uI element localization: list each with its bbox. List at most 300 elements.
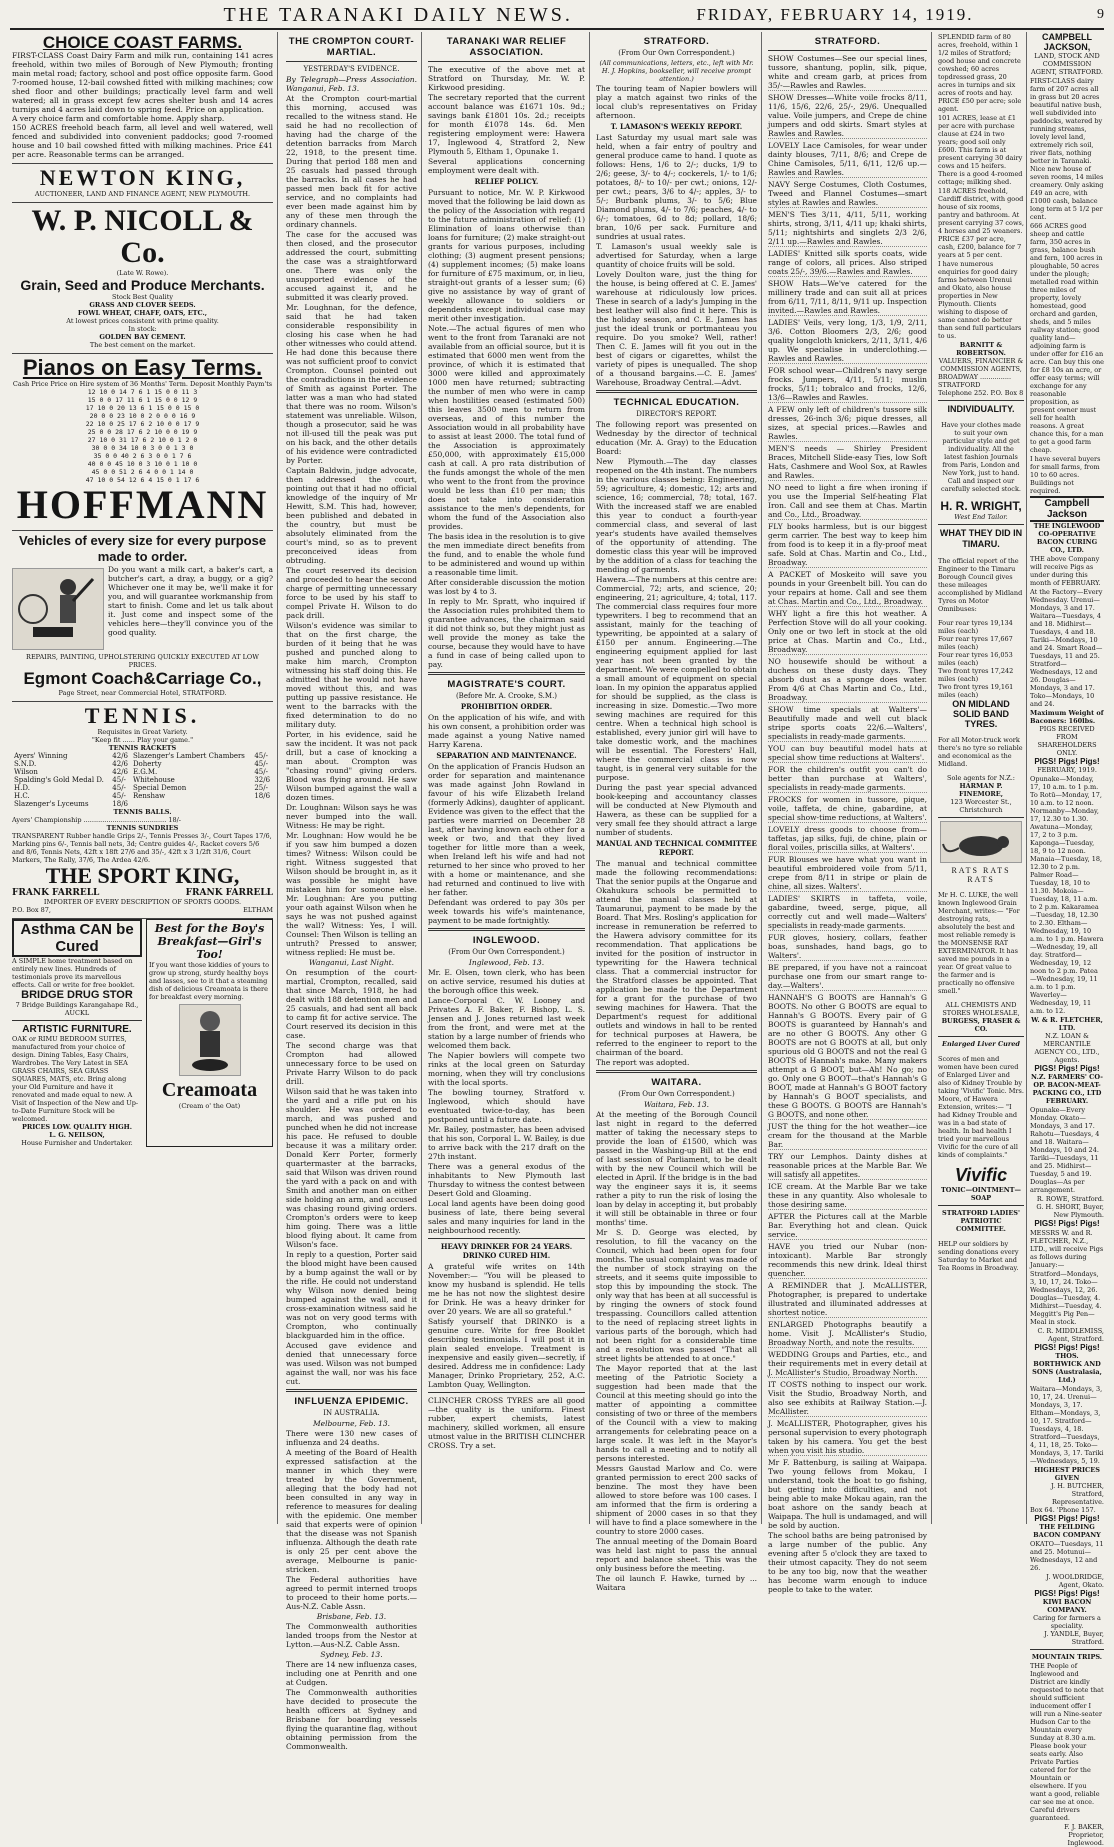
racket-cell: 25/-: [254, 784, 268, 792]
choice-farms-text2: A very choice farm and comfortable home. Apply sharp.: [12, 114, 225, 123]
racket-cell: S.N.D.: [14, 760, 37, 768]
article-paragraph: The Federal authorities have agreed to permit interned troops to proceed to their home ports.—Aus-N.Z. Cable Assn.: [286, 1575, 417, 1611]
nicoll-line5: In stock:: [128, 325, 157, 333]
price-row: 20 0 0 23 10 0 2 0 0 0 16 9: [89, 412, 196, 420]
borthwick-heading: THOS. BORTHWICK AND SONS (Australasia, Ltd.): [1032, 1352, 1102, 1384]
article-paragraph: Mr. Bailey, postmaster, has been advised that his son, Corporal L. W. Bailey, is due to arrive back with the 217 draft on the 27th instant.: [428, 1125, 585, 1161]
racket-cell: 42/6: [112, 752, 129, 760]
bridge-address: 7 Bridge Buildings Karangahape Rd., AUCKL: [15, 1001, 139, 1017]
column-ads-right: [934, 32, 1108, 1847]
small-ad-item: LOVELY Lace Camisoles, for wear under dainty blouses, 7/11, 8/6; and Crepe de Chine Camisoles, 5/11, 6/11, 12/6 up.—Rawles and Rawles.: [768, 141, 927, 177]
racket-cell: Ayers' Winning: [14, 752, 68, 760]
nicoll-late: (Late W. Rowe).: [116, 269, 169, 277]
price-row: 25 0 0 28 17 6 2 10 0 0 19 9: [87, 428, 198, 436]
small-ad-item: AFTER the Pictures call at the Marble Bar. Everything hot and clean. Quick service.: [768, 1212, 927, 1239]
chemists-line: ALL CHEMISTS AND STORES WHOLESALE,: [942, 1001, 1020, 1017]
racket-cell: Renshaw: [132, 792, 166, 800]
individuality-text: Have your clothes made to suit your own particular style and get individuality. All the latest fashion Journals from Paris, London and New York, just to hand. Call and inspect our carefully selected stock.: [941, 420, 1021, 493]
small-ad-item: NAVY Serge Costumes, Cloth Costumes, Tweed and Flannel Costumes—smart styles at Rawles and Rawles.: [768, 180, 927, 207]
racket-cell: 42/6: [112, 768, 129, 776]
small-ad-item: FOR school wear—Children's navy serge frocks. Jumpers, 4/11, 5/11; muslin frocks, 5/11; tobralco and frocks, 12/6, 13/6—Rawles and Rawles.: [768, 366, 927, 402]
racket-cell: 45/-: [112, 784, 126, 792]
creamoata-name: Creamoata: [161, 1079, 258, 1101]
pianos-heading: Pianos on Easy Terms.: [22, 355, 263, 380]
article-paragraph: A meeting of the Board of Health expressed satisfaction at the manner in which they were treated by the Government, alleging that the body had not been consulted in any way in reference to measures for dealing with the epidemic. One member said that experts were of opinion that the disease was not Spanish influenza. Although the death rate is only 25 per cent above the average, Melbourne is panic-stricken.: [286, 1448, 417, 1574]
waitara-sub: (From Our Own Correspondent.): [618, 1090, 735, 1098]
small-ad-item: SHOW Costumes—See our special lines, tussore, shantung, poplin, silk, pique, white and cream garb, at prices from 35/-—Rawles and Rawles.: [768, 54, 927, 90]
racket-cell: E.G.M.: [132, 768, 158, 776]
article-paragraph: The basis idea in the resolution is to give the men immediate direct benefits from the fund, and to enable the whole fund to be administered and wound up within a reasonable time limit.: [428, 532, 585, 577]
pigs-shareholders: PIGS RECEIVED FROM SHAREHOLDERS ONLY.: [1037, 725, 1097, 757]
tennis-sub: Requisites in Great Variety.: [97, 728, 188, 736]
article-paragraph: The annual meeting of the Domain Board was held last night to pass the annual report and balance sheet. This was the only business before the meeting.: [596, 1537, 757, 1573]
stratford-sub: (From Our Own Correspondent.): [618, 49, 735, 57]
dateline: Waitara, Feb. 13.: [644, 1100, 709, 1109]
racket-row: [12, 752, 273, 760]
egmont-coach-ad: [12, 531, 273, 702]
coop-list: At the Factory—Every Wednesday. Urenui—Mondays, 3 and 17. Waitara—Tuesdays, 4 and 18. Midhirst—Tuesdays, 4 and 18. Tariki—Mondays, 10 and 24. Smart Road—Tuesdays, 11 and 25. Stratford—Wednesdays, 12 and 26. Douglas—Mondays, 3 and 17. Toko—Mondays, 10 and 24.: [1030, 588, 1103, 708]
column-ads-left: [8, 32, 278, 1524]
nicoll-line4: At lowest prices consistent with prime quality.: [66, 317, 219, 325]
article-paragraph: The executive of the above met at Stratford on Thursday, Mr. W. P. Kirkwood presiding.: [428, 65, 585, 92]
price-row: 30 0 0 34 10 0 3 0 0 1 3 0: [91, 444, 194, 452]
rats-heading: RATS RATS RATS: [951, 866, 1011, 884]
separation-heading: SEPARATION AND MAINTENANCE.: [436, 751, 577, 760]
magistrates-sub: (Before Mr. A. Crooke, S.M.): [455, 692, 558, 700]
small-ads-list: [768, 54, 927, 1456]
rackets-table: [12, 752, 273, 808]
article-paragraph: At the Crompton court-martial this morning, accused was recalled to the witness stand. He said he had no recollection of having had the charge of the detention barracks from March 22, 1918, to the present time. During that period 188 men and 25 casuals had passed through the barracks. In all cases he had passed men back fit for active service, and no complaints had ever been made against him by any of these men through the ordinary channels.: [286, 94, 417, 229]
small-ad-item: FUR Blouses we have what you want in beautiful embroidered voile from 5/11, crepe from 8/11 in stripe or plain de chine, all sizes. Walters'.: [768, 855, 927, 891]
article-paragraph: A grateful wife writes on 14th November:— "You will be pleased to know my husband is splendid. He tells me he has not now the slightest desire for Drink. He was a heavy drinker for over 20 years. We are all so grateful.": [428, 1262, 585, 1316]
hoffmann-logo: HOFFMANN: [16, 482, 269, 527]
sport-king-name: THE SPORT KING,: [45, 863, 240, 888]
eltham-location: ELTHAM: [243, 906, 273, 914]
sundries-text: TRANSPARENT Rubber handle Grips 2/-, Tennis Presses 3/-, Court Tapes 17/6, Marking pins 6/-, Tennis ball nets, 3d; Centre guides 4/-, Racket covers 5/6 and 8/6, Tennis Nets, 42ft x 18ft 27/6 and 35/-, 42ft x 3 1/2ft 31/6, Court Markers, The Rally, 37/6, The Ardea 42/6.: [12, 832, 272, 864]
fletcher-name: W. & R. FLETCHER, LTD.: [1031, 1016, 1103, 1032]
article-paragraph: There are 14 new influenza cases, including one at Penrith and one at Cudgen.: [286, 1660, 417, 1687]
column-war-relief: [424, 32, 590, 1524]
drinko-heading: HEAVY DRINKER FOR 24 YEARS. DRINKO CURED HIM.: [440, 1242, 573, 1260]
dateline: Inglewood, Feb. 13.: [468, 958, 545, 967]
racket-cell: H.D.: [14, 784, 30, 792]
balls-text: Ayers' Championship ........................................ 18/-: [12, 816, 181, 824]
baker-signature: F. J. BAKER, Proprietor, Inglewood.: [1064, 1823, 1104, 1847]
pig-schedule: Opunake—Monday, 17, 10 a.m. to 1 p.m. To Rotū—Monday, 17, 10 a.m. to 12 noon. Normanby—Monday, 17, 12.30 to 1.30. Awatuna—Monday, 17, 2 to 3 p.m. Kaponga—Tuesday, 18, 9 to 12 noon. Manaia—Tuesday, 18, 12.30 to 2 p.m. Palmer Road—Tuesday, 18, 10 to 11.30. Mokoia—Tuesday, 18, 11 a.m. to 2 p.m. Kakaramea—Tuesday, 18, 12.30 to 2.30. Eltham—Wednesday, 19, 10 a.m. to 1 p.m. Hawera—Wednesday, 19, all day. Stratford—Wednesday, 19, 12 noon to 2 p.m. Patea—Wednesday, 19, 11 a.m. to 1 p.m. Waverley—Wednesday, 19, 11 a.m. to 12.: [1030, 775, 1104, 1015]
prohibition-heading: PROHIBITION ORDER.: [460, 702, 553, 711]
racket-cell: 45/-: [254, 760, 268, 768]
racket-cell: 18/6: [254, 792, 271, 800]
enquiries-text: I have numerous enquiries for good dairy farms between Urenui and Okato, also house properties in New Plymouth. Clients wishing to dispose of same cannot do better than send full particulars to us.: [938, 260, 1022, 340]
vehicles-repairs: REPAIRS, PAINTING, UPHOLSTERING QUICKLY EXECUTED AT LOW PRICES.: [26, 653, 259, 669]
column-stratford-ads: [764, 32, 932, 1594]
wooldridge-signature: J. WOOLDRIDGE, Agent, Okato.: [1046, 1573, 1104, 1589]
racket-cell: [131, 800, 252, 808]
article-paragraph: Mr. Loughnan: How would he be if you saw him bumped a dozen times? Witness: Wilson could be right. Witness suggested that Wilson should be brought in, as it was possible he might have mistaken him for someone else. Mr. Loughnan: Are you putting your oath against Wilson when he says he was not pushed against the wall? Witness: Yes, I will. Counsel: Then Wilson is telling an untruth? Pressed to answer, witness replied: He must be.: [286, 831, 417, 957]
article-paragraph: Accused gave evidence and denied that unnecessary force was used. Wilson was not bumped against the wall, nor was his face cut.: [286, 1341, 417, 1386]
racket-row: [12, 760, 273, 768]
court-martial-sub: YESTERDAY'S EVIDENCE.: [303, 65, 400, 73]
tyre-row: Four rear tyres 19,134 miles (each): [938, 619, 1013, 635]
stratford-headline: STRATFORD.: [643, 36, 710, 47]
small-ad-item: TRY our Lemphos. Dainty dishes at reasonable prices at the Marble Bar. We will satisfy all appetites.: [768, 1152, 927, 1179]
nicoll-line1: Stock Best Quality: [111, 293, 174, 301]
creamoata-sub: (Cream o' the Oat): [178, 1102, 241, 1110]
war-relief-headline: TARANAKI WAR RELIEF ASSOCIATION.: [446, 36, 567, 58]
egmont-name: Egmont Coach&Carriage Co.,: [23, 669, 262, 688]
best-food-text: If you want those kiddies of yours to grow up strong, sturdy healthy boys and lasses, see to it that a steaming dish of delicious Creamoata is there for breakfast every morning.: [149, 961, 269, 1001]
nzloan-name: N.Z. LOAN & MERCANTILE AGENCY CO., LTD., Agents.: [1034, 1032, 1100, 1064]
newspaper-title: THE TARANAKI DAILY NEWS.: [223, 3, 573, 26]
racket-row: [12, 776, 273, 784]
article-paragraph: On the application of his wife, and with his own consent, a prohibition order was made against a young Native named Harry Karena.: [428, 713, 585, 749]
ads-right-b: [1030, 32, 1105, 1847]
sundries-heading: TENNIS SUNDRIES: [106, 824, 179, 832]
middlemiss-signature: C. R. MIDDLEMISS, Agent, Stratford.: [1037, 1327, 1104, 1343]
creamoata-ad: [146, 919, 273, 1147]
technical-sub: DIRECTOR'S REPORT.: [636, 410, 717, 418]
small-ad-item: HANNAH'S G BOOTS are Hannah's G BOOTS. No other G BOOTS are equal to Hannah's G BOOTS. Every pair of G BOOTS is guaranteed by Hannah's and are no other G BOOTS. Any other G BOOTS are not G BOOTS at all, but only spurious old G BOOTS and not the real G BOOTS of Hannah's make. Many makers attempt a G BOOT, but—Ah! No go; no go. Only one G BOOT—that's Hannah's G BOOT, made at Hannah's G BOOT factory by Hannah's G BOOT specialists, and these G BOOTS. G BOOTS are Hannah's G BOOTS, and none other.: [768, 993, 927, 1119]
article-paragraph: The school baths are being patronised by a large number of the public. Any evening after 5 o'clock they are taxed to their utmost capacity. They do not seem to be any too big, now that the weather has become warm enough to induce people to take to the water.: [768, 1531, 927, 1594]
court-martial-byline: By Telegraph—Press Association. Wanganui, Feb. 13.: [286, 75, 417, 93]
tennis-keep: "Keep fit ...... Play your game.": [91, 736, 194, 744]
racket-cell: Whitehouse: [132, 776, 175, 784]
tyre-row: Two front tyres 19,161 miles (each): [938, 683, 1014, 699]
racket-cell: H.C.: [14, 792, 30, 800]
article-paragraph: There was a general exodus of the inhabitants to New Plymouth last Thursday to witness the contest between Desert Gold and Gloaming.: [428, 1162, 585, 1198]
small-ad-item: MEN'S Ties 3/11, 4/11, 5/11, working shirts, strong, 3/11, 4/11 up; khaki shirts, 5/11; nightshirts and singlets 2/3 2/6, 2/11 up.—Rawles and Rawles.: [768, 210, 927, 246]
dateline: Brisbane, Feb. 13.: [316, 1612, 387, 1621]
newton-king-sub: AUCTIONEER, LAND AND FINANCE AGENT, NEW PLYMOUTH.: [34, 190, 251, 198]
box-phone: Box 64. 'Phone 157.: [1030, 1506, 1096, 1514]
rats-text: Mr H. C. LUKE, the well known Inglewood Grain Merchant, writes:— "For destroying rats, absolutely the best and most reliable remedy is the MONSENSE RAT EXTERMINATOR. It has saved me pounds in a year. Of great value to the farmer and is practically no offensive smell.": [938, 890, 1020, 995]
newton-king-name: NEWTON KING,: [39, 165, 246, 190]
vehicles-heading: Vehicles of every size for every purpose made to order.: [18, 533, 267, 564]
racket-row: [12, 784, 273, 792]
tennis-heading: TENNIS.: [84, 703, 201, 728]
racket-cell: Wilson: [14, 768, 38, 776]
column-court-martial: [282, 32, 422, 1751]
article-paragraph: New Plymouth.—The day classes reopened on the 4th instant. The numbers in the various classes being: Engineering, 59; agriculture, 4; domestic, 12; arts and science, 16; commercial, 78; total, 167. With the increased staff we are enabled this year to conduct a fourth-year commercial class, and several of last year's students have availed themselves of the opportunity of attending. The domestic class this year will be improved by the addition of a class for teaching the mending of garments.: [596, 457, 757, 574]
stratford-note: (All communications, letters, etc., left with Mr. H. J. Hopkins, bookseller, will receive prompt attention.): [599, 59, 754, 83]
harman-name: HARMAN P. FINEMORE,: [958, 782, 1004, 798]
small-ad-item: A FEW only left of children's tussore silk dresses, 26-inch 3/6; pique dresses, all sizes, at special prices.—Rawles and Rawles.: [768, 405, 927, 441]
small-ad-item: MEN'S needs — Shirley President Braces, Mitchell Slide-easy Ties, low Soft Hats, Cashmere and Wool Sox, at Rawles and Rawles.: [768, 444, 927, 480]
article-paragraph: The secretary reported that the current account balance was £1671 10s. 9d.; savings bank £1801 10s. 2d.; receipts for month £1078 14s. 6d. Men registering employment were: Hawera 17, Inglewood 4, Stratford 2, New Plymouth 5, Eltham 1, Opunake 1.: [428, 93, 585, 156]
manual-committee-heading: MANUAL AND TECHNICAL COMMITTEE REPORT.: [596, 839, 757, 857]
article-paragraph: During the past year special advanced book-keeping and accountancy classes will be conducted at New Plymouth and Hawera, as these can be supplied for a very small fee they should attract a large number of students.: [596, 783, 757, 837]
article-paragraph: Lovely Doulton ware, just the thing for the house, is being offered at C. E. James' warehouse at ridiculously low prices. These in search of a lady's Jumping in the best leather will also find it here. This is the holiday season, and C. E. James has just the ideal trunk or portmanteau you require. Do you smoke? Well, rather! Then C. E. James will fit you out in the best of cigars or cigarettes, whilst the variety of pipes is unequalled. The shop of a thousand bargains.—C. E. James' Warehouse, Broadway Central.—Advt.: [596, 270, 757, 387]
small-ad-item: YOU can buy beautiful model hats at special show time reductions at Walters'.: [768, 744, 927, 762]
racket-cell: 45/-: [112, 776, 126, 784]
timaru-text: The official report of the Engineer to the Timaru Borough Council gives these mileages accomplished by Midland Tyres on Motor Omnibuses:: [938, 556, 1023, 613]
messrs-fletcher-list: Stratford—Mondays, 3, 10, 17, 24. Toko—Wednesdays, 12, 26. Douglas—Tuesday, 4. Midhirst—Tuesday, 4. Meggitt's Pig Pen—Meal in stock.: [1030, 1270, 1102, 1326]
nz-farmers-list: Opunake—Every Monday. Okato—Mondays, 3 and 17. Rahotu—Tuesdays, 4 and 18. Waitara—Mondays, 10 and 24. Tariki—Tuesdays, 11 and 25. Midhirst—Tuesday, 5 and 19. Douglas—As per arrangement.: [1030, 1106, 1100, 1194]
campbell-banner: Campbell Jackson: [1030, 496, 1104, 522]
article-paragraph: Mr. E. Olsen, town clerk, who has been on active service, resumed his duties at the borough office this week.: [428, 968, 585, 995]
wright-name: H. R. WRIGHT,: [940, 499, 1022, 513]
small-ad-item: FROCKS for women in tussore, pique, voile, taffeta, de chine, gabardine, at special show-time reductions, at Walters'.: [768, 795, 927, 822]
tyre-row: Four rear tyres 17,667 miles (each): [938, 635, 1013, 651]
barnitt-name: BARNITT & ROBERTSON.: [956, 341, 1006, 357]
neilson-name: L. G. NEILSON,: [49, 1131, 105, 1139]
article-paragraph: The bowling tourney, Stratford v. Inglewood, which should have eventuated twice-to-day, has been postponed until a future date.: [428, 1088, 585, 1124]
price-row: 22 10 0 25 17 6 2 10 0 0 17 9: [85, 420, 200, 428]
small-farms-text: I have several buyers for small farms, from 10 to 60 acres. Buildings not required.: [1030, 455, 1101, 495]
article-paragraph: The manual and technical committee made the following recommendations: That the senior pupils at the Ongarue and Okahukura schools be permitted to attend the manual classes held at Taumarunui, payment to be made by the Board. That Mrs. Rosling's application for increase in remuneration be referred to the Hawera advisory committee for its recommendation. That applications be invited for the position of instructor in typewriting for the Hawera technical class. That a commercial instructor for the Stratford classes be appointed. That application be made to the Department for a grant for the purchase of two sewing machines for Hawera. That the Department's request for additional outlets and windows in hall to be rented for technical purposes at Hawera, be referred to the engineer to report to the chairman of the board.: [596, 859, 757, 1057]
okato-list: OKATO—Tuesdays, 11 and 25. Motunui—Wednesdays, 12 and 26.: [1030, 1540, 1104, 1572]
butcher-signature: J. H. BUTCHER, Stratford, Representative.: [1051, 1482, 1104, 1506]
pigs-banner: PIGS! Pigs! Pigs!: [1034, 1589, 1100, 1598]
article-paragraph: Pursuant to notice, Mr. W. P. Kirkwood moved that the following be laid down as the policy of the Association with regard to the future administration of relief: (1) Elimination of loans otherwise than loans for furniture; (2) make straight-out grants for various purposes, including clothing; (3) augment present pensions; (4) supplement incomes; (5) make loans for furniture of £75 maximum, or, in lieu, straight-out grants of a lesser sum; (6) give no assistance by way of grant of weekly allowance to soldiers or dependents except individual case may merit other investigation.: [428, 188, 585, 323]
racket-cell: 45/-: [254, 752, 268, 760]
borthwick-list: Waitara—Mondays, 3, 10, 17, 24. Urenui—Mondays, 3, 17. Eltham—Mondays, 3, 10, 17. Stratford—Tuesdays, 4, 18. Stratford—Tuesdays, 4, 11, 18, 25. Toko—Mondays, 3, 17. Tariki—Wednesdays, 5, 19.: [1030, 1385, 1104, 1465]
pigs-banner: PIGS! Pigs! Pigs!: [1034, 1343, 1100, 1352]
price-row: 12 10 0 14 7 6 1 15 0 0 11 3: [87, 388, 198, 396]
racket-cell: Special Demon: [132, 784, 187, 792]
influenza-sub: IN AUSTRALIA.: [323, 1409, 380, 1417]
small-ad-item: JUST the thing for the hot weather—ice cream for the thousand at the Marble Bar.: [768, 1122, 927, 1149]
broadway-line: BROADWAY ............... STRATFORD: [938, 373, 1012, 389]
short-signature: G. H. SHORT, Buyer, New Plymouth.: [1036, 1203, 1104, 1219]
racket-cell: 45/-: [112, 792, 126, 800]
midland-text: For all Motor-truck work there's no tyre so reliable and economical as the Midland.: [938, 735, 1023, 768]
price-row: 40 0 0 45 10 0 3 10 0 1 10 0: [87, 460, 198, 468]
vehicles-text: Do you want a milk cart, a baker's cart, a butcher's cart, a dray, a buggy, or a gig? Whichever one it may be, we'll make it for you, and will guarantee workmanship from start to finish. Come and let us talk about it. Just come and inspect some of the vehicles here—they'll convince you of the good quality.: [108, 565, 273, 637]
asthma-furniture-block: [12, 919, 142, 1147]
small-ad-item: LOVELY dress goods to choose from—taffetas, jap silks, fuji, de chine, plain or floral voiles, priscilla silks, at Walters'.: [768, 825, 927, 852]
price-row: 47 10 0 54 12 6 4 15 0 1 17 6: [85, 476, 200, 484]
article-paragraph: At the meeting of the Borough Council last night in regard to the deferred matter of taking the necessary steps to provide the loan of £1500, which was passed in the Washing-up Bill at the end of last session of Parliament, to be dealt with by the new Council which will be elected in April. If the bridge is in the bad way the engineer says it is, it seems rather a pity to run the risk of losing the loan by delay in accepting it, but probably it will still be obtainable in three or four months' time.: [596, 1110, 757, 1227]
racket-row: [12, 768, 273, 776]
small-ad-item: NO housewife should be without a duchess on these dusty days. They absorb dust as a sponge does water. From 4/6 at Chas Martin and Co., Ltd., Broadway.: [768, 657, 927, 702]
article-paragraph: After considerable discussion the motion was lost by 4 to 3.: [428, 578, 585, 596]
racket-cell: Slazenger's Lambert Chambers: [132, 752, 245, 760]
small-ad-item: SHOW Dresses—White voile frocks 8/11, 11/6, 15/6, 22/6, 25/-, 29/6. Unequalled value. Voile jumpers, and Crepe de chine jumpers and odd skirts. Smart styles at Rawles and Rawles.: [768, 93, 927, 138]
article-paragraph: The oil launch F. Hawke, turned by ... Waitara: [596, 1574, 757, 1592]
article-paragraph: Mr S. D. George was elected, by resolution, to fill the vacancy on the Council, which had been open for four months. The usual complaint was made of the number of stock straying on the streets, and it seems quite impossible to stop this by impounding the stock. The only way that has been at all successful is by ringing the owners of stock found trespassing. Councillors called attention to the need of replacing street lights in various parts of the borough, which had not been right for a considerable time and a resolution was passed "That all street lights be attended to at once.": [596, 1228, 757, 1363]
agents-line: Sole agents for N.Z.:: [947, 774, 1015, 782]
timaru-heading: WHAT THEY DID IN TIMARU.: [939, 528, 1023, 549]
article-paragraph: In reply to a question, Porter said the blood might have been caused by a bump against the wall or by the rifle. He could not understand why Wilson now denied being bumped against the wall, and it cross-examination witness said he was not on very good terms with Crompton, who continually blackguarded him in the office.: [286, 1250, 417, 1340]
article-paragraph: On the application of Francis Hudson an order for separation and maintenance was made against John Rowland in favour of his wife Elizabeth Ireland (formerly Adkins), daughter of applicant. Evidence was given to the effect that the parties were married on December 28 last, after having known each other for a week or two, and that they lived together for little more than a week, when Ireland left his wife and had not returned to her since who proved to her with a home or maintenance, and she had returned and continued to live with her father.: [428, 762, 585, 897]
small-ad-item: FLY books harmless, but is our biggest germ carrier. The best way to keep him from food is to keep it in a fly-proof meat safe. Sold at Chas. Martin and Co., Ltd., Broadway.: [768, 522, 927, 567]
article-paragraph: Defendant was ordered to pay 30s per week towards his wife's maintenance, payment to be made fortnightly.: [428, 898, 585, 925]
racket-cell: Doherty: [132, 760, 162, 768]
farm-666-ad: 666 ACRES good sheep and cattle farm, 350 acres in grass, balance bush and fern, 100 acres in ploughable, 50 acres under the plough; metalled road within three miles of property, lovely homestead, good orchard and garden, sheds, and 5 miles railway station; good quality land—adjoining farm is under offer for £16 an acre. Can buy this one for £8 10s an acre, or offer easy terms; will exchange for any reasonable proposition, as present owner must sell for health reasons. A great chance this, for a man to get a good farm cheap.: [1030, 222, 1105, 454]
racket-cell: Slazenger's Lyceums: [14, 800, 89, 808]
small-ad-item: ICE cream. At the Marble Bar we take these in any quantity. Also wholesale to those desiring same.: [768, 1182, 927, 1209]
stratford-ads-headline: STRATFORD.: [814, 36, 881, 47]
splendid-farm-ad: SPLENDID farm of 80 acres, freehold, within 1 1/2 miles of Stratford; good house and concrete cowshed; 60 acres topdressed grass, 20 acres in turnips and six acres of roots and hay. PRICE £50 per acre; sole agent.: [938, 33, 1022, 113]
rat-illustration: [940, 821, 1022, 863]
pigs-banner: PIGS! Pigs! Pigs!: [1034, 1514, 1100, 1523]
article-paragraph: Messrs Gaustad Marlow and Co. were granted permission to erect 200 sacks of benzine. The most they have been allowed to store before was 100 cases. I am informed that the firm is ordering a shipment of 2000 cases in so that they will have to find a place somewhere in the country to store 2000 cases.: [596, 1464, 757, 1536]
choice-farms-text: FIRST-CLASS Coast Dairy Farm and milk run, containing 141 acres freehold, within two miles of Borough of New Plymouth; fronting main metal road; factory, school and post office opposite farm. Good 7-roomed house, 12-bail cowshed fitted with milking machines; cow shed floor and other buildings; practically level farm and well watered; all in grass except few acres shelter bush and 14 acres turnips and 4 acres laid down to spring feed. Price on application.: [12, 51, 273, 114]
racket-row: [12, 800, 273, 808]
farrell-right: FRANK FARRELL: [185, 888, 273, 898]
article-paragraph: Several applications concerning employment were dealt with.: [428, 157, 585, 175]
pianos-table-header: Cash Price Price on Hire system of 36 Months' Term. Deposit Monthly Paym'ts: [12, 380, 273, 388]
article-paragraph: Last Saturday my usual mart sale was held, when a fair entry of poultry and general produce came to hand. I quote as follows: Hens, 1/6 to 2/-; ducks, 1/9 to 2/6; geese, 3/- to 4/-; cockerels, 1/- to 1/6; potatoes, 8/- to 10/- per cwt.; onions, 12/- per cwt.; pears, 3/6 to 4/-; apples, 3/- to 5/-; Burbank plums, 3/- to 5/6; Blue Diamond plums, 4/- to 7/6; peaches, 4/- to 6/-; tomatoes, 6d to 8d; pollard, 18/6; bran, 10/6 per sack. Furniture and sundries at usual rates.: [596, 133, 757, 241]
article-paragraph: In reply to Mr. Spratt, who inquired if the Association rules prohibited them to guarantee advances, the chairman said it did not think so, but they might just as well provide the money as take the course, because they would have to have a fund in case of being called upon to pay.: [428, 597, 585, 669]
choice-coast-farms-ad: [12, 32, 273, 164]
mountain-trips-heading: MOUNTAIN TRIPS.: [1031, 1653, 1103, 1661]
nicoll-sub: Grain, Seed and Produce Merchants.: [20, 277, 265, 293]
racket-cell: 18/6: [112, 800, 129, 808]
page-mark: 9: [1097, 7, 1104, 22]
liver-text: Scores of men and women have been cured of Enlarged Liver and also of Kidney Trouble by taking 'Vivific' Tonic. Mrs. Moore, of Hawera Extension, writes:— "I had Kidney Trouble and was in a bad state of health. In bad health I tried your marvellous Vivific for the cure of all kinds of complaints.": [938, 1054, 1024, 1159]
harman-address: 123 Worcester St., Christchurch: [950, 798, 1012, 814]
article-paragraph: The Commonwealth authorities landed troops from the Nestor at Lytton.—Aus-N.Z. Cable Assn.: [286, 1622, 417, 1649]
farm-101-ad: 101 ACRES, lease at £1 per acre with purchase clause at £24 in two years; good soil only £600. This farm is at present carrying 30 dairy cows and 15 heifers. There is a good 4-roomed cottage; milking shed.: [938, 114, 1023, 186]
mountain-trips-text: THE People of Inglewood and District are kindly requested to note that should sufficient inducement offer I will run a Nine-seater Hudson Car to the Mountain every Sunday at 8.30 a.m. Please book your seats early. Also Private Parties catered for for the Mountain or elsewhere. If you want a good, reliable car see me at once. Careful drivers guaranteed.: [1030, 1662, 1104, 1822]
dateline: Sydney, Feb. 13.: [320, 1650, 383, 1659]
ladies-patriotic-heading: STRATFORD LADIES' PATRIOTIC COMMITTEE.: [942, 1209, 1020, 1233]
technical-education-headline: TECHNICAL EDUCATION.: [613, 397, 740, 408]
masthead: [10, 2, 1104, 30]
article-paragraph: The Mayor reported that at the last meeting of the Patriotic Society a suggestion had been made that the Council at this meeting should go into the matter of appointing a committee consisting of two or three of the members of the Council with a view to making arrangements for celebrating peace on a large scale. It was left in the Mayor's hands to call a meeting and to notify all persons interested.: [596, 1364, 757, 1463]
article-paragraph: Satisfy yourself that DRINKO is a genuine cure. Write for free Booklet describing testimonials. I will post it in plain sealed envelope. Treatment is inexpensive and easily given—secretly, if desired. Address me in confidence: Lady Manager, Drinko Proprietary, 252, A.C. Lambton Quay, Wellington.: [428, 1317, 585, 1389]
tyre-row: Four rear tyres 16,053 miles (each): [938, 651, 1013, 667]
article-paragraph: The case for the accused was then closed, and the prosecutor addressed the court, submitting the case was a straightforward one. There was only the unsupported evidence of the accused against it, and he submitted it was clearly proved.: [286, 230, 417, 302]
price-row: 15 0 0 17 11 6 1 15 0 0 12 9: [87, 396, 198, 404]
rowe-signature: R. ROWE, Stratford.: [1036, 1195, 1104, 1203]
article-paragraph: Porter, in his evidence, said he saw the incident. It was not pack drill, but a case of knocking a man about. Crompton was "chasing round" giving orders. Blood was flying around. He saw Wilson bumped against the wall a dozen times.: [286, 730, 417, 802]
article-paragraph: Mr F. Battenburg, is sailing at Waipapa. Two young fellows from Mokau, I understand, took the boat to go fishing, but getting into difficulties, and not being able to make Mokau again, ran the boat ashore on the sandy beach at Waipapa. The hull is undamaged, and will be sold by auction.: [768, 1458, 927, 1530]
racket-row: [12, 792, 273, 800]
nicoll-line6: GOLDEN BAY CEMENT.: [99, 333, 186, 341]
messrs-fletcher-text: MESSRS W. and R. FLETCHER, N.Z., LTD., will receive Pigs as follows during January:—: [1030, 1229, 1104, 1269]
small-ad-item: FUR gloves, hosiery, collars, feather boas, sunshades, hand bags, go to Walters'.: [768, 933, 927, 960]
inglewood-headline: INGLEWOOD.: [472, 935, 541, 946]
inglewood-sub: (From Our Own Correspondent.): [448, 948, 565, 956]
feilding-heading: THE FEILDING BACON COMPANY: [1033, 1523, 1101, 1539]
highest-prices: HIGHEST PRICES GIVEN: [1034, 1466, 1100, 1482]
column-stratford-news: [592, 32, 762, 1592]
individuality-heading: INDIVIDUALITY.: [947, 404, 1015, 414]
wright-sub: West End Tailor.: [954, 513, 1008, 521]
small-ad-item: SHOW time specials at Walters'—Beautifully made and well cut black stripe sports coats 22/6.—Walters', specialists in ready-made garments.: [768, 705, 927, 741]
article-paragraph: The following report was presented on Wednesday by the director of technical education (Mr. A. Gray) to the Education Board:: [596, 420, 757, 456]
magistrates-court-headline: MAGISTRATE'S COURT.: [447, 679, 566, 690]
nicoll-line3: FOWL WHEAT, CHAFF, OATS, ETC.,: [77, 309, 208, 317]
small-ad-item: LADIES' Knitted silk sports coats, wide range of colors, all prices. Also striped coats 25/-, 39/6.—Rawles and Rawles.: [768, 249, 927, 276]
dateline: Wanganui, Last Night.: [308, 958, 395, 967]
bottom-ads-row: [12, 919, 273, 1147]
article-paragraph: There were 130 new cases of influenza and 24 deaths.: [286, 1429, 417, 1447]
small-ad-item: IT COSTS nothing to inspect our work. Visit the Studio, Broadway North, and also see exhibits at Railway Station.—J. McAllister.: [768, 1380, 927, 1416]
ads-right-a: [938, 32, 1027, 1524]
price-row: 45 0 0 51 2 6 4 0 0 1 14 0: [91, 468, 194, 476]
article-paragraph: Lance-Corporal C. W. Looney and Privates A. F. Baker, F. Bishop, L. S. Jensen and J. Jones returned last week from the front, and were met at the station by a large number of friends who welcomed them back.: [428, 996, 585, 1050]
issue-date: FRIDAY, FEBRUARY 14, 1919.: [696, 5, 974, 24]
article-paragraph: Local land agents have been doing good business of late, there being several sales and many inquiries for land in the neighbourhood recently.: [428, 1199, 585, 1235]
pigs-banner: PIGS! Pigs! Pigs!: [1034, 1219, 1100, 1228]
article-paragraph: Captain Baldwin, judge advocate, then addressed the court, pointing out that it had no official knowledge of the inquiry of Mr Hewitt, S.M. This had, however, been published and debated in the country, but must be absolutely eliminated from the court's mind, so as to prevent preconceived ideas from obtruding.: [286, 466, 417, 565]
asthma-heading: Asthma CAN be Cured: [12, 919, 142, 957]
relief-policy-heading: RELIEF POLICY.: [474, 177, 539, 186]
blacksmith-illustration: [12, 568, 104, 650]
farrell-left: FRANK FARRELL: [12, 888, 100, 898]
yandle-signature: J. YANDLE, Buyer, Stratford.: [1044, 1630, 1104, 1646]
burgess-name: BURGESS, FRASER & CO.: [941, 1017, 1021, 1033]
pigs-banner: PIGS! Pigs! Pigs!: [1034, 1064, 1100, 1073]
racket-cell: 32/6: [254, 776, 271, 784]
kiwi-sub: Caring for farmers a speciality.: [1033, 1614, 1101, 1630]
small-ad-item: WHY light a fire this hot weather. A Perfection Stove will do all your cooking. Only one or two left in stock at the old price at Chas. Martin and Co., Ltd., Broadway.: [768, 609, 927, 654]
racket-cell: [252, 800, 273, 808]
farm-150-text: 150 ACRES freehold beach farm, all level and well watered, well fenced and subdivided into convenient paddocks; good 7-roomed house and 10 bail cowshed fitted with milking machines. Price £41 per acre. Reasonable terms can be arranged.: [12, 123, 273, 159]
article-paragraph: Dr. Loughnan: Wilson says he was never bumped into the wall. Witness: He may be right.: [286, 803, 417, 830]
article-paragraph: Wilson's evidence was similar to that on the first charge, the burden of it being that he was pushed and punched along to make him march, Crompton witnessing his staff doing this. He admitted that he would not have moved without this, and was putting up passive resistance. He went to the barracks with the fixed determination to do no military duty.: [286, 621, 417, 729]
liver-heading: Enlarged Liver Cured: [942, 1040, 1020, 1048]
pianos-price-table: [12, 388, 273, 484]
vivific-logo: Vivific: [954, 1165, 1008, 1185]
clincher-ad: CLINCHER CROSS TYRES are all good—the quality is the uniform. Finest rubber, expert chemists, latest machinery, skilled workmen, all ensure utmost value in the BRITISH CLINCHER CROSS. Try a set.: [428, 1396, 585, 1450]
waitara-headline: WAITARA.: [651, 1077, 702, 1088]
importer-text: IMPORTER OF EVERY DESCRIPTION OF SPORTS GOODS.: [43, 898, 242, 906]
small-ad-item: BE prepared, if you have not a raincoat purchase one from our smart range to-day.—Walters'.: [768, 963, 927, 990]
racket-cell: 42/6: [112, 760, 129, 768]
small-ad-item: NO need to light a fire when ironing if you use the Imperial Self-heating Flat Iron. Call and see them at Chas. Martin and Co., Ltd., Broadway.: [768, 483, 927, 519]
boy-with-bowl-illustration: [179, 1004, 241, 1076]
tyre-row: Two front tyres 17,242 miles (each): [938, 667, 1014, 683]
article-paragraph: The second charge was that Crompton had allowed unnecessary force to be used on Private Harry Wilson to do pack drill.: [286, 1041, 417, 1086]
small-ad-item: FOR the children's outfit you can't do better than purchase at Walters', specialists in ready-made garments.: [768, 765, 927, 792]
midland-heading: ON MIDLAND SOLID BAND TYRES.: [952, 699, 1010, 729]
first-class-farm-ad: FIRST-CLASS dairy farm of 207 acres all in grass but 20 acres beautiful native bush, well subdivided into paddocks, watered by running streams, lovely level land, extremely rich soil, river flats, nothing better in Taranaki. Nice new house of seven rooms, 14 miles creamery. Only asking £49 an acre, with £1000 cash, balance long term at 5 1/2 per cent.: [1030, 77, 1104, 221]
price-row: 35 0 0 40 2 6 3 0 0 1 7 6: [93, 452, 192, 460]
article-paragraph: The court reserved its decision and proceeded to hear the second charge of permitting unnecessary force to be used by his staff to compel Private H. Wilson to do pack drill.: [286, 566, 417, 620]
neilson-sub: House Furnisher and Undertaker.: [21, 1139, 133, 1147]
bridge-drug-store: BRIDGE DRUG STOR: [21, 989, 133, 1001]
asthma-text: A SIMPLE home treatment based on entirely new lines. Hundreds of testimonials prove its marvellous effects. Call or write for free booklet.: [12, 957, 135, 989]
price-row: 17 10 0 20 13 6 1 15 0 0 15 0: [85, 404, 200, 412]
article-paragraph: On resumption of the court-martial, Crompton, recalled, said that since March, 1918, he had dealt with 188 detention men and 25 casuals, and had sent all back to camp fit for active service. The Court reserved its decision in this case.: [286, 968, 417, 1040]
artistic-text: OAK or RIMU BEDROOM SUITES, manufactured from your choice of design. Dining Tables, Easy Chairs, Wardrobes. The Very Latest in SEA GRASS CHAIRS, SEA GRASS SQUARES, MATS, etc. Bring along your Old Furniture and have it renovated and made equal to new. A Visit of Inspection of the New and Up-to-Date Furniture Stock will be welcomed.: [12, 1035, 139, 1123]
february-heading: FEBRUARY, 1919.: [1037, 766, 1097, 774]
help-text: HELP our soldiers by sending donations every Saturday to Market and Tea Rooms in Broadway.: [938, 1239, 1019, 1272]
best-food-heading: Best for the Boy's Breakfast—Girl's Too!: [154, 922, 265, 961]
small-ad-item: LADIES' Veils, very long, 1/3, 1/9, 2/11, 3/6. Cotton Bloomers 2/3, 2/6; good quality longcloth knickers, 2/11, 3/11, 4/6 up. We specialise in underclothing.—Rawles and Rawles.: [768, 318, 927, 363]
choice-farms-heading: CHOICE COAST FARMS.: [42, 33, 243, 52]
small-ad-item: WEDDING Groups and Parties, etc., and their requirements met in every detail at J. McAllister's Studio, Broadway North.: [768, 1350, 927, 1377]
coop-text: THE above Company will receive Pigs as under during this month of FEBRUARY.: [1030, 555, 1101, 587]
newton-king-ad: [12, 164, 273, 203]
article-paragraph: The Napier bowlers will compete two rinks at the local green on Saturday morning, when they will try conclusions with the local sports.: [428, 1051, 585, 1087]
price-row: 27 10 0 31 17 6 2 10 0 1 2 0: [87, 436, 198, 444]
campbell-sub: LAND, STOCK AND COMMISSION AGENT, STRATFORD.: [1031, 52, 1103, 76]
telephone-line: Telephone 252. P.O. Box 8: [938, 389, 1024, 397]
article-paragraph: Mr. Loughnan, for the defence, said that he had taken considerable responsibility in closing his case when he had other witnesses who could attend. He had done this because there was not sufficient proof to convict Crompton. Counsel pointed out the contradictions in the evidence of Smith as against Porter. The latter was a man who had stated that there was no room. Wilson's statement was unreliable. Wilson, though a prosecutor, said he was not ill-used till the peak was put on his back, and the other details of his evidence were contradicted by Porter.: [286, 303, 417, 465]
article-paragraph: The Commonwealth authorities have decided to prosecute the health officers at Sydney and Brisbane for boarding vessels flying the quarantine flag, without obtaining permission from the Commonwealth.: [286, 1688, 417, 1751]
artistic-heading: ARTISTIC FURNITURE.: [22, 1024, 132, 1035]
sport-king-ad: [12, 702, 273, 919]
pianos-ad: [12, 354, 273, 531]
nicoll-line2: GRASS AND CLOVER SEEDS.: [89, 301, 196, 309]
small-ad-item: J. McALLISTER, Photographer, gives his personal supervision to every photograph taken by his camera. You get the best when you visit his studio.: [768, 1419, 927, 1455]
prices-low: PRICES LOW. QUALITY HIGH.: [21, 1123, 133, 1131]
rackets-heading: TENNIS RACKETS: [108, 744, 177, 752]
lamason-heading: T. LAMASON'S WEEKLY REPORT.: [610, 122, 743, 131]
small-ad-item: SHOW Hats—We've catered for the millinery trade and can suit all at prices from 6/11, 7/11, 8/11, 9/11 up. Inspection invited.—Rawles and Rawles.: [768, 279, 927, 315]
small-ad-item: LADIES' SKIRTS in taffeta, voile, gabardine, tweed, serge, pique, all correctly cut and well made—Walters' specialists in ready-made garments.: [768, 894, 927, 930]
article-paragraph: Hawera.—The numbers at this centre are: Commercial, 72; arts, and science, 20; engineering, 21; agriculture, 4; total, 117. The commercial class requires four more typewriters. I beg to recommend that an assistant, mainly for the teaching of typewriting, be appointed at a salary of £150 per annum. Engineering.—The engineering equipment applied for last year has not been granted by the department. We were compelled to obtain a small amount of equipment on special loan. In my opinion the apparatus applied for should be supplied, as the class is increasing in size. Domestic.—Two more sewing machines are required for this centre. When a technical high school is established, every junior girl will have to take domestic work, and the machines will be essential. The Foresters' Hall, where the commercial class is now taught, is in general very suitable for the purpose.: [596, 575, 757, 782]
farm-118-ad: 118 ACRES freehold, Cardiff district, with good house of six rooms, pantry and bathroom. At present carrying 37 cows, 4 horses and 25 weaners. PRICE £37 per acre, cash, £200, balance for 7 years at 5 per cent.: [938, 187, 1024, 259]
balls-heading: TENNIS BALLS.: [113, 808, 172, 816]
article-paragraph: Note.—The actual figures of men who went to the front from Taranaki are not available from an official source, but it is estimated that 6000 men went from the province, of which it is estimated that 3000 were killed and approximately 1000 men have returned; subtracting the number of men who were in camp when hostilities ceased (estimated 500) this leaves 3500 men to return from overseas, and of this number the Association would in all probability have to assist at least 2000. The total fund of the Association is approximately £50,000, with approximately £15,000 cash at call. A pro rata distribution of the funds amongst the whole of the men who went to the front from the province would be less than £10 per man; this does not take into consideration assistance to the men's dependents, for whom the fund of the Association also provides.: [428, 324, 585, 531]
